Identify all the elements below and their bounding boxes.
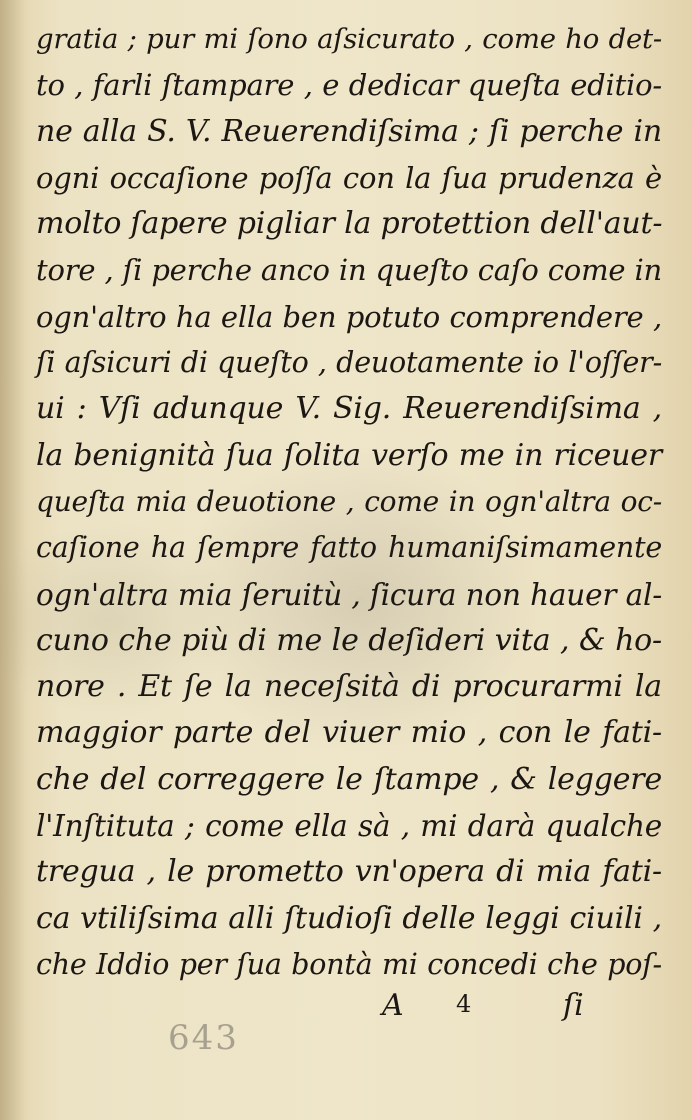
text-line: cuno che più di me le deſideri vita , & ho- [36, 622, 662, 658]
text-line: queſta mia deuotione , come in ogn'altra oc- [36, 484, 662, 518]
text-line: gratia ; pur mi ſono aſsicurato , come ho det- [36, 23, 662, 55]
text-line: ſi aſsicuri di queſto , deuotamente io l'oſſer- [36, 346, 662, 380]
text-line: to , farli ſtampare , e dedicar queſta editio- [36, 68, 662, 103]
text-line: che Iddio per ſua bontà mi concedi che poſ- [36, 947, 662, 981]
text-line: ui : Vſi adunque V. Sig. Reuerendiſsima , [36, 391, 662, 427]
text-line: che del correggere le ſtampe , & leggere [36, 761, 662, 797]
page-footer [0, 988, 692, 1028]
signature-letter: A [382, 988, 404, 1023]
signature-number: 4 [456, 990, 472, 1018]
text-line: l'Inſtituta ; come ella sà , mi darà qualche [36, 809, 662, 844]
text-line: ca vtiliſsima alli ſtudioſi delle leggi ciuili , [36, 900, 662, 936]
text-line: ogn'altro ha ella ben potuto comprendere , [36, 299, 662, 334]
catchword: ſi [563, 988, 584, 1023]
page-body-text [36, 16, 662, 988]
text-line: ne alla S. V. Reuerendiſsima ; ſi perche in [36, 113, 662, 149]
text-line: tregua , le prometto vn'opera di mia fati- [36, 854, 662, 890]
text-line: tore , ſi perche anco in queſto caſo come in [36, 253, 662, 288]
text-line: ogn'altra mia ſeruitù , ſicura non hauer al- [36, 577, 662, 612]
binding-gutter-shadow [0, 0, 28, 1120]
text-line: caſione ha ſempre fatto humaniſsimamente [36, 531, 662, 565]
text-line: ogni occaſione poſſa con la ſua prudenza è [36, 160, 662, 195]
text-line: molto ſapere pigliar la protettion dell'aut- [36, 206, 663, 242]
text-line: maggior parte del viuer mio , con le fati- [36, 715, 662, 751]
pencil-shelfmark: 643 [168, 1018, 239, 1058]
text-line: nore . Et ſe la neceſsità di procurarmi la [36, 669, 662, 705]
text-line: la benignità ſua ſolita verſo me in riceuer [36, 437, 662, 473]
